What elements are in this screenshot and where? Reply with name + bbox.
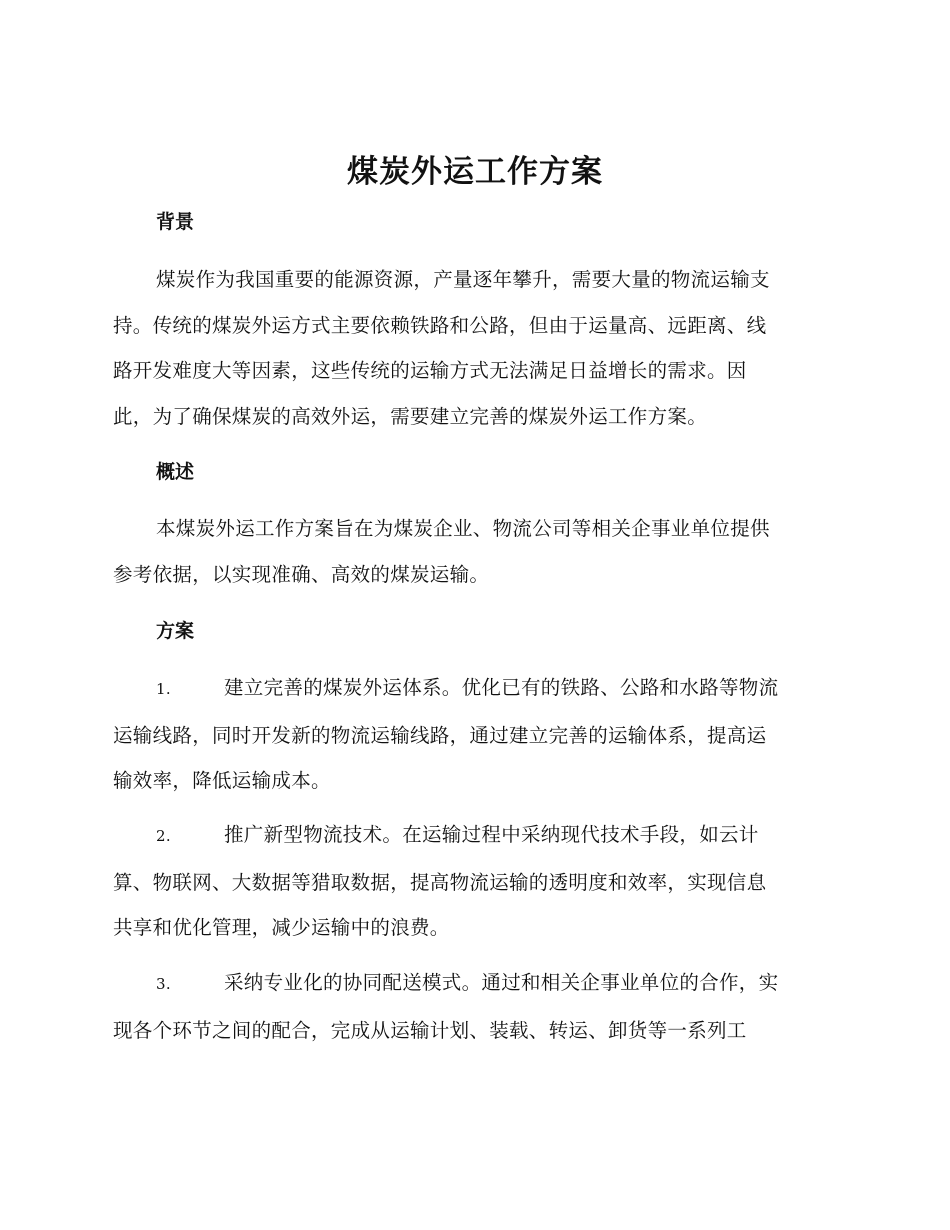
list-item-line: 共享和优化管理，减少运输中的浪费。 — [113, 916, 450, 939]
list-item-line: 建立完善的煤炭外运体系。优化已有的铁路、公路和水路等物流 — [224, 676, 779, 699]
paragraph-line: 参考依据，以实现准确、高效的煤炭运输。 — [113, 562, 490, 586]
paragraph-line: 此，为了确保煤炭的高效外运，需要建立完善的煤炭外运工作方案。 — [113, 404, 708, 428]
plan-list-item — [113, 960, 833, 1053]
list-item-number: 1. — [156, 680, 171, 698]
list-item-line: 输效率，降低运输成本。 — [113, 769, 331, 792]
list-item-line: 推广新型物流技术。在运输过程中采纳现代技术手段，如云计 — [224, 823, 759, 846]
overview-paragraph — [113, 506, 833, 597]
list-item-number: 3. — [156, 975, 171, 993]
list-item-line: 运输线路，同时开发新的物流运输线路，通过建立完善的运输体系，提高运 — [113, 723, 767, 747]
paragraph-line: 本煤炭外运工作方案旨在为煤炭企业、物流公司等相关企事业单位提供 — [156, 517, 770, 540]
background-paragraph — [113, 257, 833, 439]
paragraph-line: 路开发难度大等因素，这些传统的运输方式无法满足日益增长的需求。因 — [113, 359, 747, 382]
paragraph-line: 煤炭作为我国重要的能源资源，产量逐年攀升，需要大量的物流运输支 — [156, 268, 770, 291]
section-heading-background: 背景 — [156, 211, 195, 233]
section-heading-plan: 方案 — [156, 620, 195, 642]
section-heading-overview: 概述 — [156, 461, 195, 483]
list-item-line: 算、物联网、大数据等猎取数据，提高物流运输的透明度和效率，实现信息 — [113, 870, 767, 894]
list-item-line: 现各个环节之间的配合，完成从运输计划、装载、转运、卸货等一系列工 — [113, 1018, 747, 1042]
paragraph-line: 持。传统的煤炭外运方式主要依赖铁路和公路，但由于运量高、远距离、线 — [113, 313, 767, 337]
list-item-line: 采纳专业化的协同配送模式。通过和相关企事业单位的合作，实 — [224, 971, 779, 994]
document-title: 煤炭外运工作方案 — [347, 154, 603, 190]
plan-list-item — [113, 665, 833, 804]
list-item-number: 2. — [156, 827, 171, 845]
plan-list-item — [113, 812, 833, 951]
